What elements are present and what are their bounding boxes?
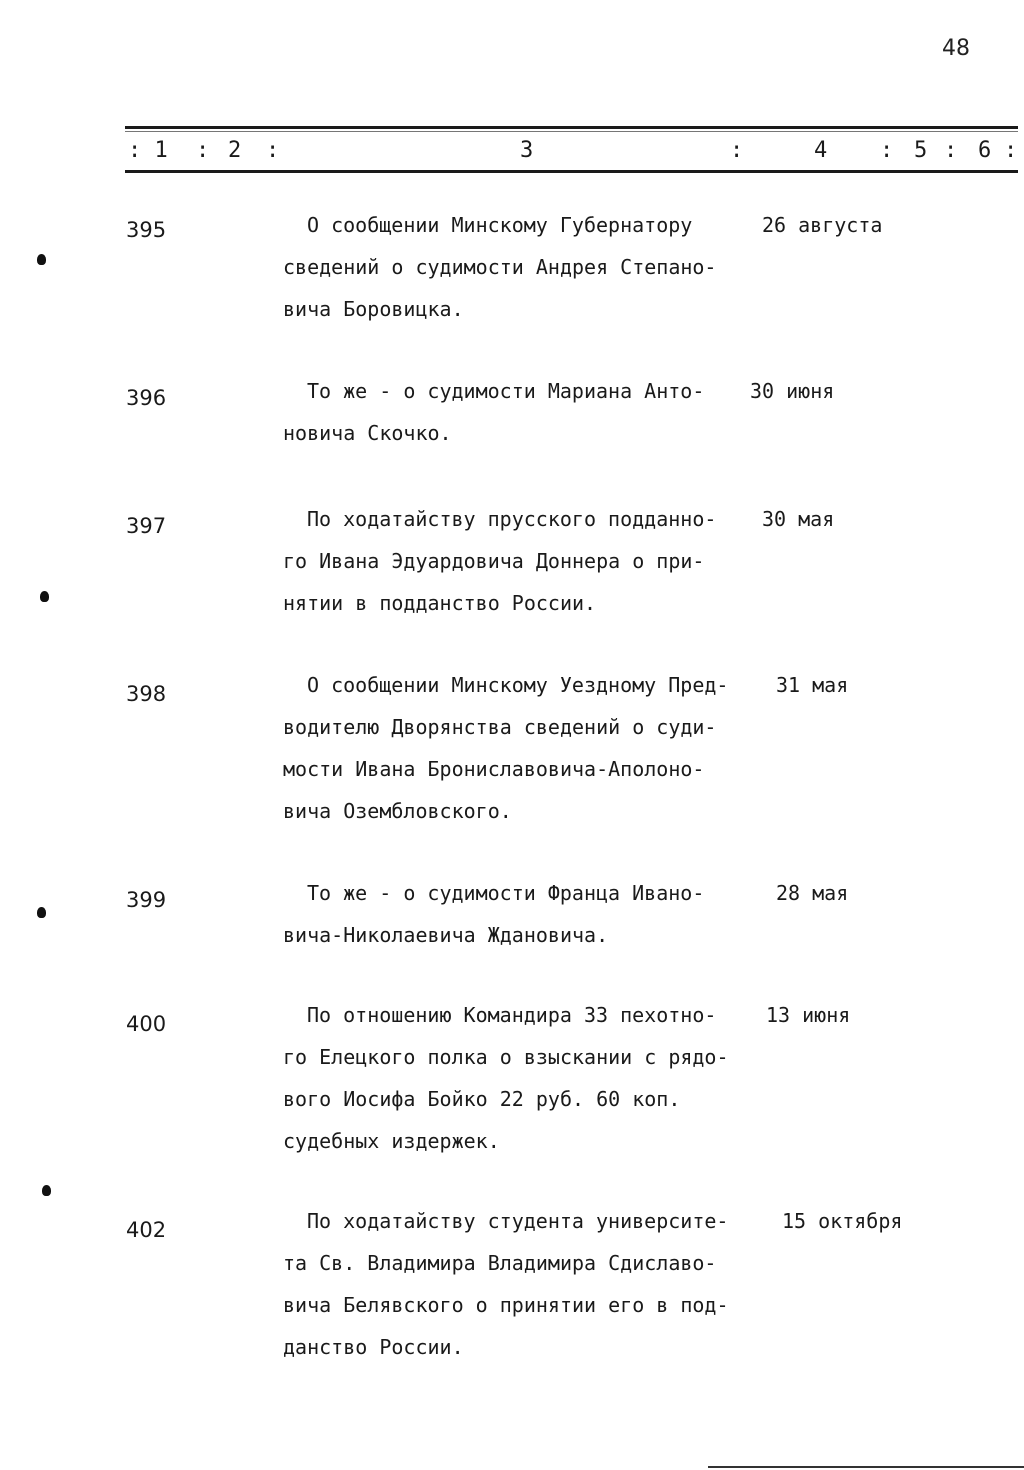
entry-line: нятии в подданство России.: [283, 591, 597, 615]
entry-date: 13 июня: [766, 1003, 851, 1027]
entry-text: [283, 370, 753, 454]
entry-line: вого Иосифа Бойко 22 руб. 60 коп.: [283, 1087, 681, 1111]
header-col-4: 4: [814, 138, 828, 163]
entry-line: вича Оземблoвского.: [283, 799, 512, 823]
header-separator: :: [1004, 138, 1018, 163]
header-bottom-rule: [125, 170, 1018, 173]
header-col-6: 6: [978, 138, 992, 163]
entry-number: 396: [126, 386, 167, 410]
header-col-3: 3: [520, 138, 534, 163]
entry-text: [283, 498, 753, 624]
header-top-rule-thin: [125, 131, 1018, 132]
entry-line: данство России.: [283, 1335, 464, 1359]
header-separator: :: [730, 138, 744, 163]
entry-line: го Ивана Эдуардовича Доннера о при-: [283, 549, 705, 573]
header-separator: :: [880, 138, 894, 163]
entry-line: мости Ивана Брониславовича-Аполоно-: [283, 757, 705, 781]
entry-line: О сообщении Минскому Губернатору: [307, 213, 693, 237]
entry-line: По отношению Командира 33 пехотно-: [307, 1003, 717, 1027]
entry-date: 26 августа: [762, 213, 883, 237]
binder-hole-mark: [42, 1185, 51, 1196]
entry-line: По ходатайству прусского подданно-: [307, 507, 717, 531]
entry-line: вича Белявского о принятии его в под-: [283, 1293, 729, 1317]
entry-line: сведений о судимости Андрея Степано-: [283, 255, 717, 279]
entry-line: вича-Николаевича Ждановича.: [283, 923, 609, 947]
entry-line: та Св. Владимира Владимира Сдиславо-: [283, 1251, 717, 1275]
entry-text: [283, 664, 753, 832]
page-number: 48: [942, 36, 970, 61]
entry-number: 399: [126, 888, 167, 912]
header-separator: :: [944, 138, 958, 163]
header-separator: :: [196, 138, 210, 163]
entry-line: То же - о судимости Мариана Анто-: [307, 379, 705, 403]
entry-line: го Елецкого полка о взыскании с рядо-: [283, 1045, 729, 1069]
entry-number: 400: [126, 1012, 167, 1036]
binder-hole-mark: [37, 907, 46, 918]
entry-date: 28 мая: [776, 881, 849, 905]
header-col-1: : 1: [128, 138, 168, 163]
entry-number: 402: [126, 1218, 167, 1242]
entry-line: О сообщении Минскому Уездному Пред-: [307, 673, 729, 697]
page-bottom-edge: [708, 1466, 1024, 1468]
column-header-row: [0, 138, 1024, 168]
header-top-rule: [125, 126, 1018, 129]
header-separator: :: [266, 138, 280, 163]
entry-line: судебных издержек.: [283, 1129, 500, 1153]
entry-line: новича Скочко.: [283, 421, 452, 445]
binder-hole-mark: [37, 254, 46, 265]
entry-text: [283, 872, 753, 956]
header-col-2: 2: [228, 138, 242, 163]
entry-line: То же - о судимости Франца Ивано-: [307, 881, 705, 905]
entry-date: 31 мая: [776, 673, 849, 697]
entry-date: 15 октября: [782, 1209, 903, 1233]
entry-number: 398: [126, 682, 167, 706]
entry-text: [283, 1200, 753, 1368]
entry-line: водителю Дворянства сведений о суди-: [283, 715, 717, 739]
header-col-5: 5: [914, 138, 928, 163]
binder-hole-mark: [40, 591, 49, 602]
entry-line: вича Боровицка.: [283, 297, 464, 321]
entry-date: 30 июня: [750, 379, 835, 403]
entry-text: [283, 204, 753, 330]
entry-text: [283, 994, 753, 1162]
entry-date: 30 мая: [762, 507, 835, 531]
entry-line: По ходатайству студента университе-: [307, 1209, 729, 1233]
entry-number: 397: [126, 514, 167, 538]
entry-number: 395: [126, 218, 167, 242]
